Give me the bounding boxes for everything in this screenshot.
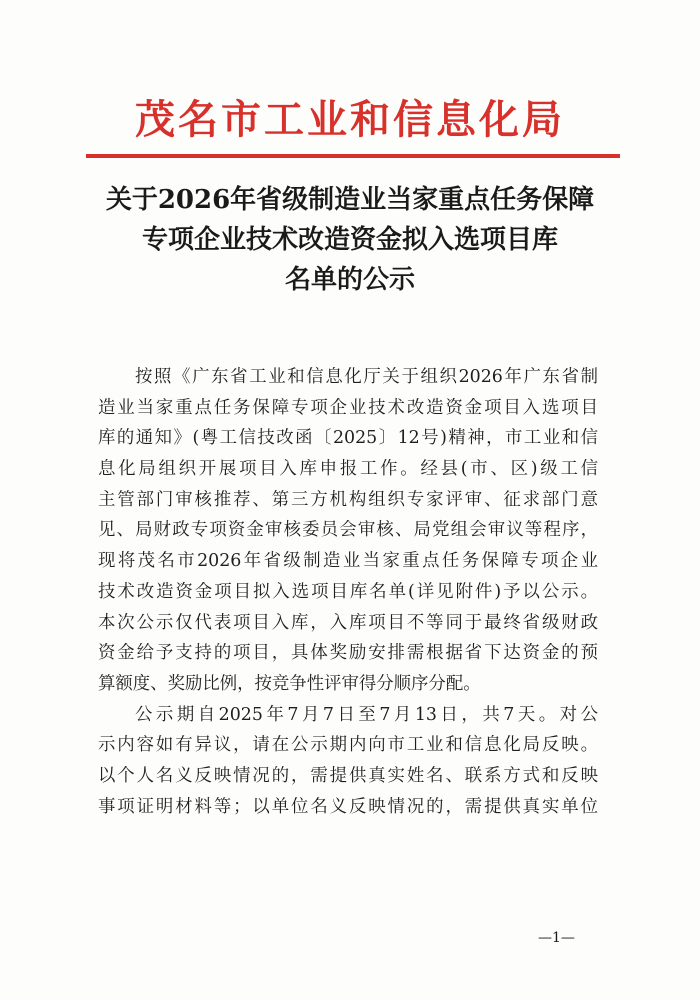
title-line-1: 关于2026年省级制造业当家重点任务保障 — [105, 185, 595, 215]
body-text — [98, 362, 598, 822]
red-divider-line — [86, 154, 620, 158]
paragraph1-line: 见、局财政专项资金审核委员会审核、局党组会审议等程序， — [98, 520, 598, 541]
title-line-3: 名单的公示 — [284, 265, 415, 295]
organization-header: 茂名市工业和信息化局 — [135, 96, 565, 143]
paragraph1-line: 本次公示仅代表项目入库，入库项目不等同于最终省级财政 — [98, 612, 598, 633]
paragraph1-line: 息化局组织开展项目入库申报工作。经县(市、区)级工信 — [98, 459, 598, 480]
paragraph1-line: 技术改造资金项目拟入选项目库名单(详见附件)予以公示。 — [98, 581, 598, 602]
paragraph1-line: 主管部门审核推荐、第三方机构组织专家评审、征求部门意 — [98, 489, 598, 510]
paragraph1-line: 造业当家重点任务保障专项企业技术改造资金项目入选项目 — [98, 397, 598, 418]
paragraph1-line: 算额度、奖励比例，按竞争性评审得分顺序分配。 — [98, 673, 481, 694]
paragraph1-line: 库的通知》(粤工信技改函〔2025〕12号)精神，市工业和信 — [98, 428, 598, 449]
paragraph2-line: 公示期自2025年7月7日至7月13日，共7天。对公 — [135, 704, 598, 725]
page-number: —1— — [538, 930, 575, 946]
paragraph2-line: 事项证明材料等；以单位名义反映情况的，需提供真实单位 — [98, 796, 598, 817]
paragraph1-line: 现将茂名市2026年省级制造业当家重点任务保障专项企业 — [98, 551, 598, 572]
document-title — [60, 180, 640, 300]
paragraph1-line: 按照《广东省工业和信息化厅关于组织2026年广东省制 — [135, 367, 598, 387]
title-line-2: 专项企业技术改造资金拟入选项目库 — [141, 225, 558, 255]
paragraph2-line: 以个人名义反映情况的，需提供真实姓名、联系方式和反映 — [98, 765, 598, 786]
paragraph2-line: 示内容如有异议，请在公示期内向市工业和信息化局反映。 — [98, 735, 598, 756]
paragraph1-line: 资金给予支持的项目，具体奖励安排需根据省下达资金的预 — [98, 643, 598, 664]
